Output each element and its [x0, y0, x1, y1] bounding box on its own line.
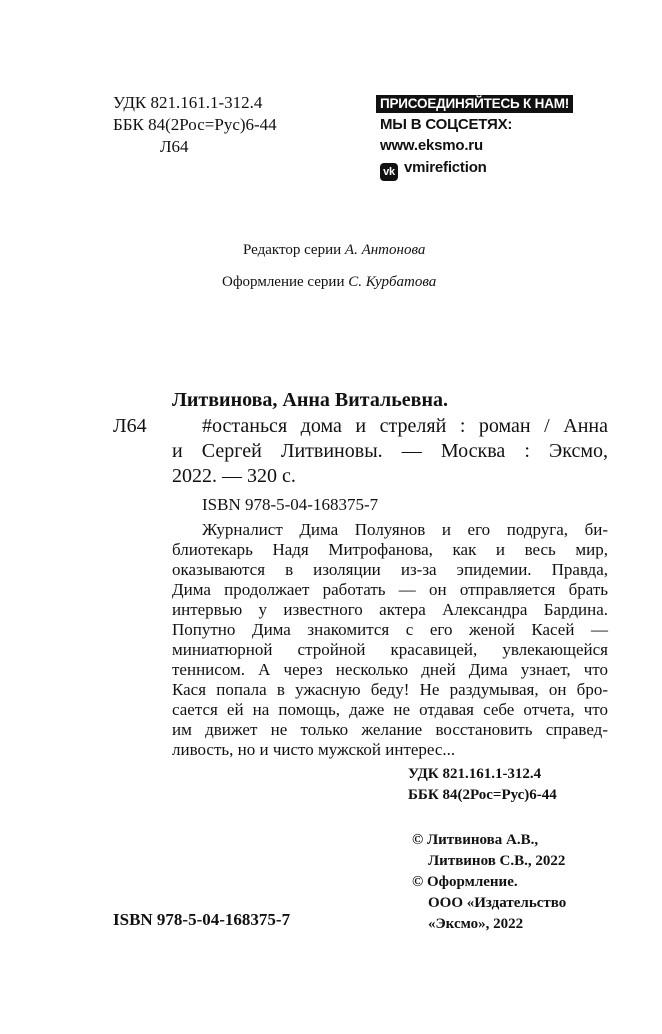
annotation-line: Попутно Дима знакомится с его женой Касей — [172, 620, 608, 639]
annotation-line: оказываются в изоляции из-за эпидемии. Правда, [172, 560, 608, 579]
udk-code: УДК 821.161.1-312.4 [113, 93, 263, 112]
series-editor-name: А. Антонова [344, 242, 426, 258]
annotation-line: им движет не только желание восстановить справед- [172, 720, 608, 739]
annotation-line: теннисом. А через несколько дней Дима узнает, что [172, 660, 608, 679]
annotation-line: блиотекарь Надя Митрофанова, как и весь мир, [172, 540, 608, 559]
series-design-name: С. Курбатова [348, 274, 437, 290]
copyright-authors-2: Литвинов С.В., 2022 [428, 853, 566, 869]
author-mark: Л64 [160, 137, 189, 156]
record-author: Литвинова, Анна Витальевна. [172, 389, 448, 411]
record-isbn: ISBN 978-5-04-168375-7 [202, 495, 379, 514]
series-design-label: Оформление серии [222, 274, 345, 290]
record-mark: Л64 [113, 415, 147, 437]
series-editor-label: Редактор серии [243, 242, 342, 258]
socials-subtitle: МЫ В СОЦСЕТЯХ: [380, 116, 513, 133]
bottom-udk-code: УДК 821.161.1-312.4 [408, 766, 542, 782]
vk-handle: vmirefiction [404, 159, 487, 176]
vk-link[interactable] [380, 158, 487, 181]
copyright-publisher-2: «Эксмо», 2022 [428, 916, 524, 932]
annotation-line: ливость, но и чисто мужской интерес... [172, 740, 456, 759]
series-design [222, 272, 436, 292]
record-title-line-2: и Сергей Литвиновы. — Москва : Эксмо, [172, 440, 608, 462]
series-editor [243, 240, 425, 260]
bottom-bbk-code: ББК 84(2Рос=Рус)6-44 [408, 787, 557, 803]
annotation-line: Дима продолжает работать — он отправляется брать [172, 580, 608, 599]
isbn-bottom: ISBN 978-5-04-168375-7 [113, 910, 291, 929]
annotation-line: сается ей на помощь, даже не отдавая себе отчета, что [172, 700, 608, 719]
annotation-line: Кася попала в ужасную беду! Не раздумывая, он бро- [172, 680, 608, 699]
record-title-line-1: #останься дома и стреляй : роман / Анна [202, 415, 608, 437]
annotation-line: Журналист Дима Полуянов и его подруга, би- [202, 520, 608, 539]
join-us-banner: ПРИСОЕДИНЯЙТЕСЬ К НАМ! [376, 95, 573, 113]
copyright-authors-1: © Литвинова А.В., [412, 832, 539, 848]
annotation-line: интервью у известного актера Александра Бардина. [172, 600, 608, 619]
record-title-line-3: 2022. — 320 с. [172, 465, 296, 487]
copyright-publisher-1: ООО «Издательство [428, 895, 567, 911]
copyright-design: © Оформление. [412, 874, 518, 890]
bbk-code: ББК 84(2Рос=Рус)6-44 [113, 115, 277, 134]
website-link[interactable]: www.eksmo.ru [380, 137, 483, 154]
annotation-line: миниатюрной стройной красавицей, увлекающейся [172, 640, 608, 659]
vk-icon: vk [380, 163, 398, 181]
